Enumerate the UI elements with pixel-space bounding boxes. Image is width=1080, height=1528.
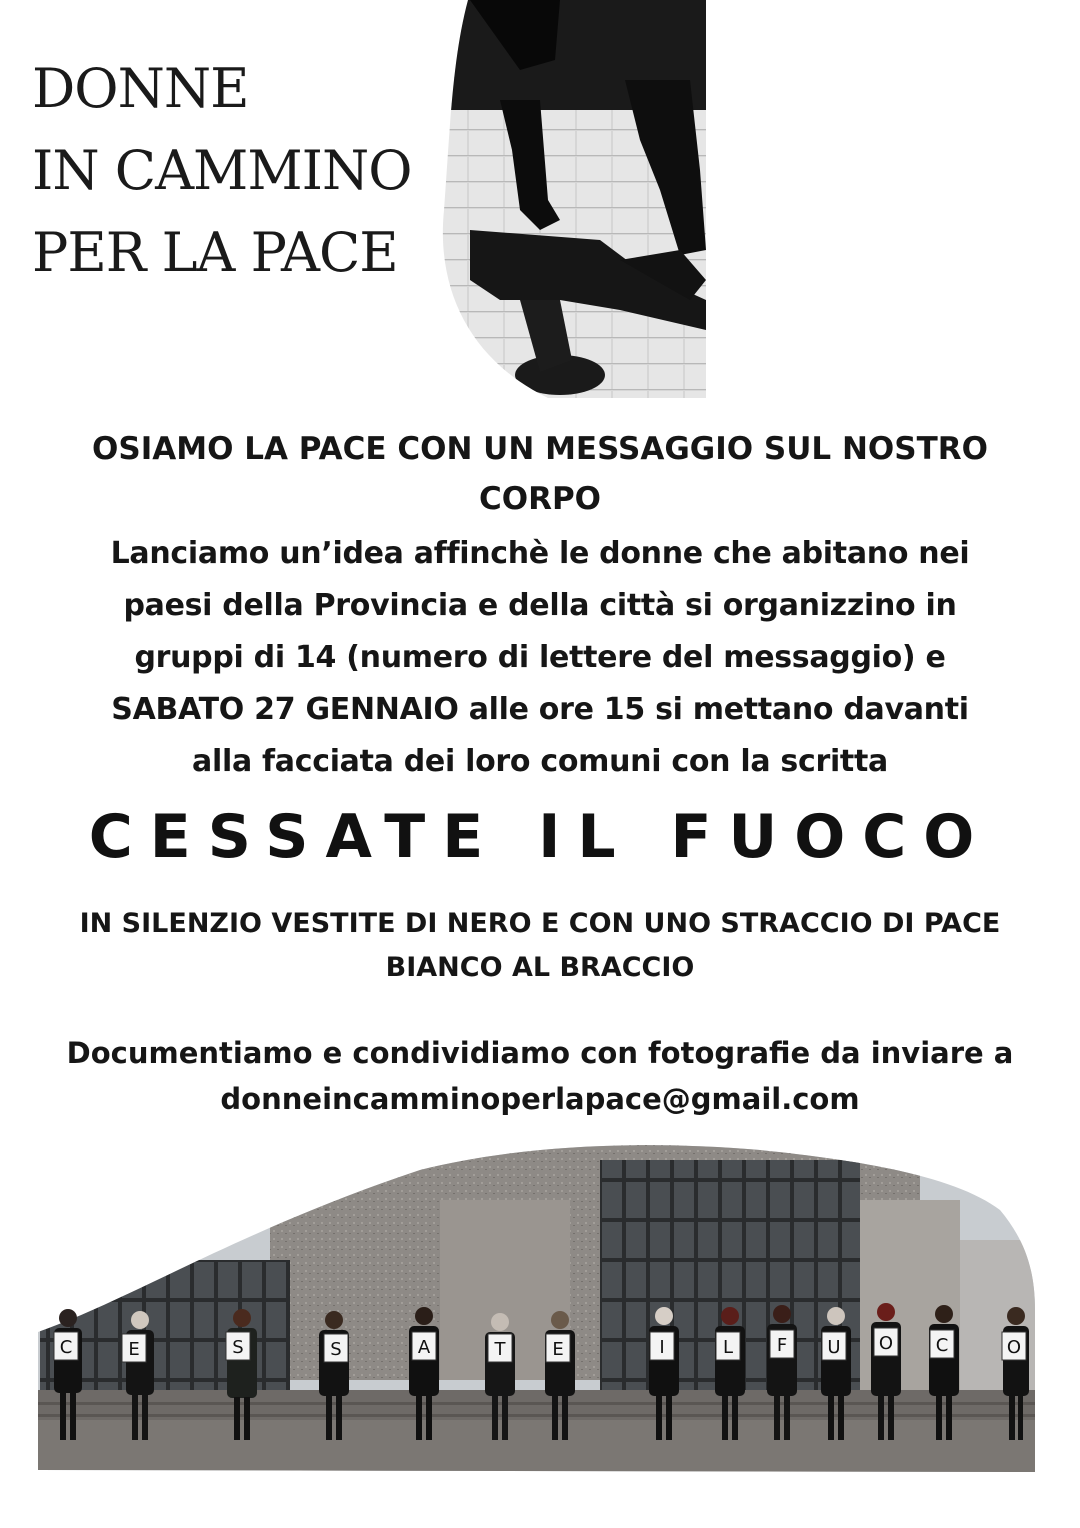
sign-letter: E bbox=[128, 1339, 140, 1360]
body-line: alla facciata dei loro comuni con la scritta bbox=[192, 744, 888, 779]
sign-letter: A bbox=[417, 1337, 431, 1358]
women-with-signs-photo bbox=[0, 1140, 1080, 1528]
poster-title bbox=[32, 48, 412, 294]
documentation-line: Documentiamo e condividiamo con fotografie da inviare a bbox=[66, 1036, 1014, 1070]
sign-letter: C bbox=[935, 1335, 949, 1356]
slogan-cessate-il-fuoco: CESSATE IL FUOCO bbox=[88, 802, 992, 872]
title-line-1: DONNE bbox=[32, 57, 249, 120]
documentation-note bbox=[40, 1030, 1040, 1122]
heading-line-1: OSIAMO LA PACE CON UN MESSAGGIO SUL NOSTRO bbox=[92, 431, 988, 467]
sign-letter: O bbox=[878, 1333, 894, 1354]
body-paragraph bbox=[40, 528, 1040, 788]
instructions bbox=[40, 902, 1040, 990]
sign-letter: S bbox=[330, 1339, 342, 1360]
body-line: SABATO 27 GENNAIO alle ore 15 si mettano davanti bbox=[111, 692, 969, 727]
sign-letter: U bbox=[827, 1337, 841, 1358]
body-line: gruppi di 14 (numero di lettere del messaggio) e bbox=[134, 640, 946, 675]
body-line: paesi della Provincia e della città si organizzino in bbox=[123, 588, 957, 623]
body-line: Lanciamo un’idea affinchè le donne che abitano nei bbox=[110, 536, 970, 571]
title-line-2: IN CAMMINO bbox=[32, 139, 412, 202]
instructions-line-2: BIANCO AL BRACCIO bbox=[385, 952, 695, 983]
sign-letter: S bbox=[232, 1337, 244, 1358]
title-line-3: PER LA PACE bbox=[32, 221, 398, 284]
main-heading bbox=[40, 424, 1040, 524]
instructions-line-1: IN SILENZIO VESTITE DI NERO E CON UNO STRACCIO DI PACE bbox=[79, 908, 1001, 939]
sign-letter: I bbox=[659, 1337, 665, 1358]
sign-letter: E bbox=[552, 1339, 564, 1360]
contact-email: donneincamminoperlapace@gmail.com bbox=[220, 1082, 860, 1116]
sign-letter: O bbox=[1006, 1337, 1022, 1358]
sign-letter: L bbox=[722, 1337, 734, 1358]
sign-letter: F bbox=[776, 1335, 788, 1356]
sign-letter: T bbox=[494, 1339, 506, 1360]
sign-letter: C bbox=[59, 1337, 73, 1358]
heading-line-2: CORPO bbox=[478, 481, 602, 517]
